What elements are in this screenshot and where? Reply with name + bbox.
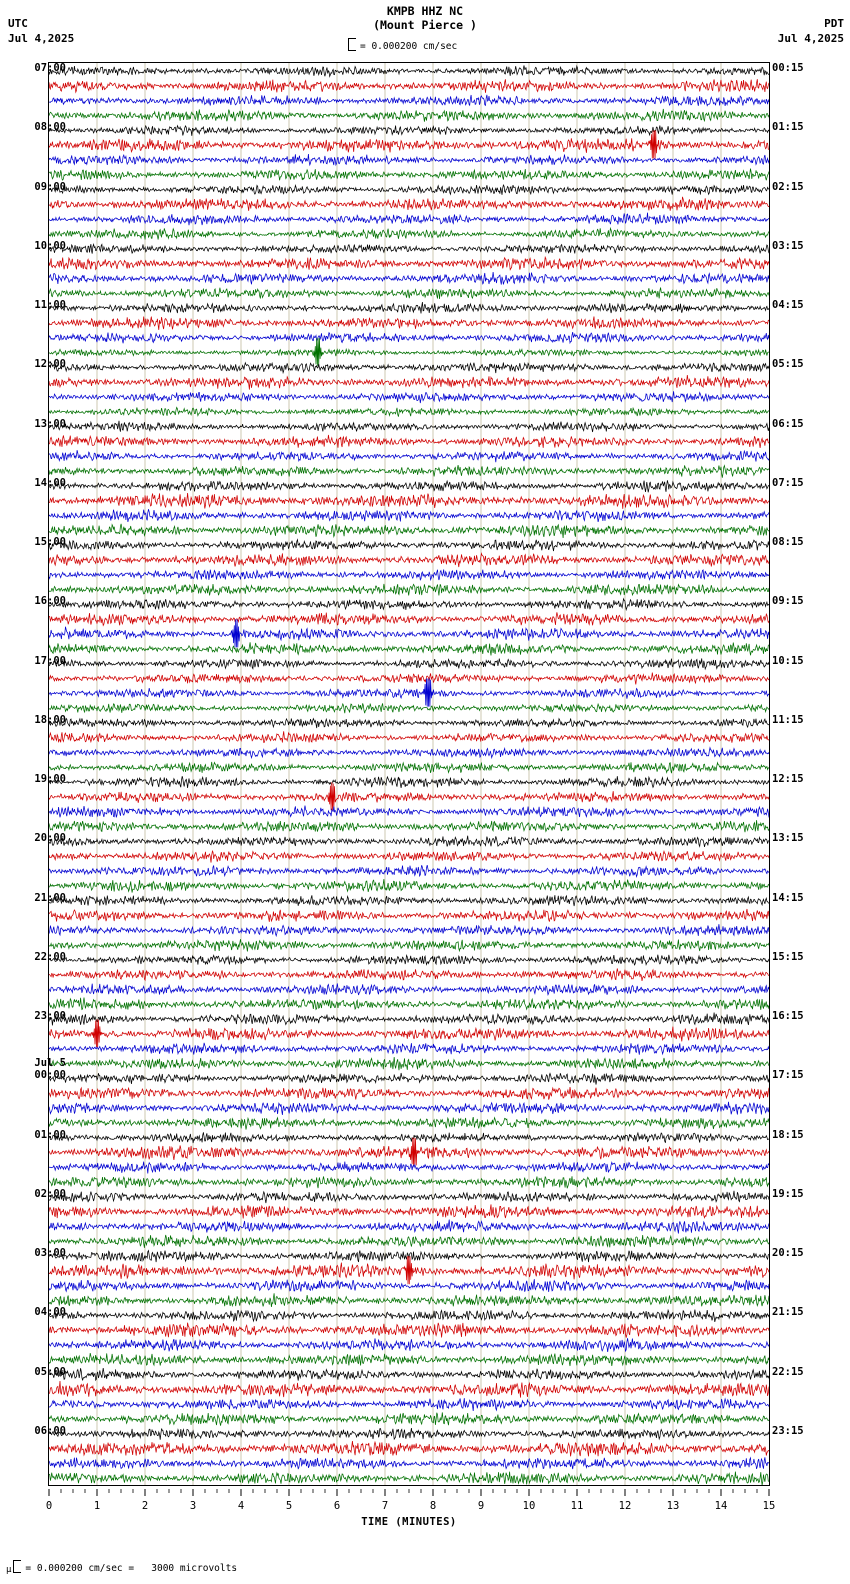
trace-line xyxy=(49,465,769,478)
hour-label-utc: 03:00 xyxy=(34,1247,66,1259)
x-axis-ticks xyxy=(48,1489,770,1501)
trace-line xyxy=(49,1235,769,1248)
trace-line xyxy=(49,776,769,788)
trace-line xyxy=(49,338,769,366)
trace-line xyxy=(49,1381,769,1398)
trace-line xyxy=(49,782,769,810)
trace-line xyxy=(49,619,769,647)
seismogram-plot[interactable] xyxy=(48,62,770,1486)
hour-label-utc: 05:00 xyxy=(34,1365,66,1378)
trace-line xyxy=(49,509,769,522)
trace-line xyxy=(49,197,769,211)
hour-label-utc: 14:00 xyxy=(34,476,66,489)
seismogram-canvas xyxy=(49,63,769,1485)
trace-line xyxy=(49,169,769,181)
hour-label-pdt: 22:15 xyxy=(772,1365,804,1378)
trace-line xyxy=(49,1019,769,1047)
trace-line xyxy=(49,302,769,314)
right-date-label: Jul 4,2025 xyxy=(777,32,844,45)
x-tick-label: 10 xyxy=(522,1500,536,1512)
trace-line xyxy=(49,109,769,122)
trace-line xyxy=(49,1043,769,1055)
trace-line xyxy=(49,748,769,758)
trace-group xyxy=(49,66,769,1486)
x-axis xyxy=(45,1486,776,1512)
hour-label-pdt: 19:15 xyxy=(772,1187,804,1200)
header-station-block xyxy=(0,4,850,32)
footer-scale-bar-icon xyxy=(13,1560,21,1573)
hour-label-pdt: 12:15 xyxy=(772,773,804,785)
x-tick-label: 14 xyxy=(714,1500,728,1512)
trace-line xyxy=(49,1176,769,1188)
trace-line xyxy=(49,703,769,713)
x-tick-label: 7 xyxy=(381,1500,389,1512)
trace-line xyxy=(49,1204,769,1218)
trace-line xyxy=(49,865,769,877)
trace-line xyxy=(49,1428,769,1440)
trace-line xyxy=(49,679,769,707)
trace-line xyxy=(49,288,769,300)
trace-line xyxy=(49,493,769,509)
trace-line xyxy=(49,1013,769,1026)
trace-line xyxy=(49,185,769,195)
hour-label-utc: 19:00 xyxy=(34,773,66,785)
day-break-label: Jul 5 xyxy=(34,1057,66,1070)
footer-text-b: 3000 microvolts xyxy=(151,1563,238,1574)
x-tick-label: 2 xyxy=(141,1500,149,1512)
amplitude-scale-note xyxy=(348,38,457,53)
trace-line xyxy=(49,375,769,390)
trace-line xyxy=(49,1087,769,1100)
hour-label-pdt: 07:15 xyxy=(772,476,804,489)
trace-line xyxy=(49,480,769,492)
trace-line xyxy=(49,969,769,981)
x-tick-label: 6 xyxy=(333,1500,341,1512)
hour-label-utc: 04:00 xyxy=(34,1306,66,1319)
hour-label-pdt: 15:15 xyxy=(772,950,804,963)
trace-line xyxy=(49,612,769,625)
x-tick-label: 1 xyxy=(93,1500,101,1512)
trace-line xyxy=(49,66,769,77)
trace-line xyxy=(49,1102,769,1115)
trace-line xyxy=(49,1412,769,1425)
trace-line xyxy=(49,806,769,818)
hour-label-pdt: 17:15 xyxy=(772,1069,804,1082)
scale-bar-icon xyxy=(348,38,356,51)
hour-label-utc: 18:00 xyxy=(34,713,66,726)
trace-line xyxy=(49,391,769,403)
trace-line xyxy=(49,1117,769,1130)
hour-label-pdt: 05:15 xyxy=(772,358,804,371)
trace-line xyxy=(49,1310,769,1322)
x-axis-title: TIME (MINUTES) xyxy=(361,1516,457,1528)
trace-line xyxy=(49,718,769,728)
header-right-timezone-block xyxy=(778,16,844,46)
trace-line xyxy=(49,1338,769,1352)
hour-label-utc: 17:00 xyxy=(34,654,66,667)
trace-line xyxy=(49,1457,769,1469)
footer-text-a: = 0.000200 cm/sec = xyxy=(25,1563,135,1574)
hour-label-pdt: 13:15 xyxy=(772,832,804,845)
trace-line xyxy=(49,1132,769,1143)
station-code-label: KMPB HHZ NC xyxy=(386,4,464,18)
hour-label-pdt: 23:15 xyxy=(772,1424,804,1437)
right-timezone-label: PDT xyxy=(824,17,844,30)
trace-line xyxy=(49,540,769,551)
trace-line xyxy=(49,820,769,832)
trace-line xyxy=(49,435,769,448)
trace-line xyxy=(49,1353,769,1366)
trace-line xyxy=(49,1472,769,1485)
trace-line xyxy=(49,450,769,462)
trace-line xyxy=(49,257,769,270)
trace-line xyxy=(49,924,769,936)
trace-line xyxy=(49,95,769,106)
trace-line xyxy=(49,126,769,136)
hour-label-utc: 12:00 xyxy=(34,358,66,371)
trace-line xyxy=(49,939,769,951)
x-tick-label: 5 xyxy=(285,1500,293,1512)
trace-line xyxy=(49,1398,769,1411)
trace-line xyxy=(49,851,769,863)
hour-label-utc: 20:00 xyxy=(34,832,66,845)
scale-note-text: = 0.000200 cm/sec xyxy=(360,41,458,52)
hour-label-utc: 10:00 xyxy=(34,239,66,252)
trace-line xyxy=(49,599,769,610)
hour-label-utc: 16:00 xyxy=(34,595,66,608)
hour-label-utc: 09:00 xyxy=(34,180,66,193)
left-timezone-label: UTC xyxy=(8,17,28,30)
trace-line xyxy=(49,836,769,847)
trace-line xyxy=(49,731,769,742)
trace-line xyxy=(49,909,769,922)
hour-label-utc: 02:00 xyxy=(34,1187,66,1200)
trace-line xyxy=(49,1293,769,1307)
trace-line xyxy=(49,213,769,226)
x-tick-label: 9 xyxy=(477,1500,485,1512)
hour-label-pdt: 01:15 xyxy=(772,121,804,134)
trace-line xyxy=(49,658,769,669)
hour-label-utc: 08:00 xyxy=(34,121,66,134)
hour-label-pdt: 11:15 xyxy=(772,713,804,726)
hour-label-pdt: 14:15 xyxy=(772,891,804,904)
station-name-label: (Mount Pierce ) xyxy=(373,18,477,32)
hour-label-utc: 11:00 xyxy=(34,299,66,311)
hour-label-pdt: 20:15 xyxy=(772,1247,804,1259)
trace-line xyxy=(49,244,769,254)
x-tick-label: 0 xyxy=(45,1500,53,1512)
trace-line xyxy=(49,955,769,965)
micro-prefix-label: μ xyxy=(6,1565,12,1575)
hour-label-pdt: 08:15 xyxy=(772,536,804,548)
trace-line xyxy=(49,1162,769,1174)
trace-line xyxy=(49,363,769,374)
x-tick-label: 15 xyxy=(762,1500,776,1512)
trace-line xyxy=(49,998,769,1010)
hour-label-pdt: 04:15 xyxy=(772,299,804,311)
hour-label-utc: 13:00 xyxy=(34,417,66,430)
trace-line xyxy=(49,1191,769,1203)
trace-line xyxy=(49,1441,769,1456)
trace-line xyxy=(49,79,769,93)
x-tick-label: 3 xyxy=(189,1500,197,1512)
trace-line xyxy=(49,1220,769,1234)
hour-label-pdt: 10:15 xyxy=(772,654,804,667)
trace-line xyxy=(49,895,769,906)
hour-label-utc: 07:00 xyxy=(34,62,66,74)
hour-label-pdt: 18:15 xyxy=(772,1128,804,1141)
hour-label-pdt: 03:15 xyxy=(772,239,804,252)
trace-line xyxy=(49,762,769,773)
trace-line xyxy=(49,154,769,165)
trace-line xyxy=(49,584,769,596)
trace-line xyxy=(49,1256,769,1284)
hour-label-utc: 21:00 xyxy=(34,891,66,904)
hour-label-utc: 00:00 xyxy=(34,1069,66,1082)
hour-label-pdt: 02:15 xyxy=(772,180,804,193)
trace-line xyxy=(49,332,769,343)
left-date-label: Jul 4,2025 xyxy=(8,32,75,45)
trace-line xyxy=(49,524,769,538)
x-tick-label: 11 xyxy=(570,1500,584,1512)
hour-label-utc: 06:00 xyxy=(34,1424,66,1437)
trace-line xyxy=(49,1368,769,1381)
trace-line xyxy=(49,673,769,685)
trace-line xyxy=(49,228,769,239)
trace-line xyxy=(49,642,769,655)
trace-line xyxy=(49,130,769,158)
hour-label-pdt: 06:15 xyxy=(772,417,804,430)
hour-label-pdt: 21:15 xyxy=(772,1306,804,1319)
trace-line xyxy=(49,407,769,416)
trace-line xyxy=(49,553,769,567)
x-tick-label: 4 xyxy=(237,1500,245,1512)
hour-label-utc: 22:00 xyxy=(34,950,66,963)
trace-line xyxy=(49,570,769,581)
hour-label-pdt: 16:15 xyxy=(772,1010,804,1022)
x-tick-label: 12 xyxy=(618,1500,632,1512)
trace-line xyxy=(49,879,769,893)
trace-line xyxy=(49,421,769,432)
hour-label-pdt: 09:15 xyxy=(772,595,804,608)
trace-line xyxy=(49,272,769,285)
hour-label-utc: 15:00 xyxy=(34,536,66,548)
trace-line xyxy=(49,1323,769,1338)
trace-line xyxy=(49,1057,769,1070)
trace-line xyxy=(49,1073,769,1085)
hour-label-pdt: 00:15 xyxy=(772,62,804,74)
hour-label-utc: 01:00 xyxy=(34,1128,66,1141)
trace-line xyxy=(49,983,769,995)
x-tick-label: 8 xyxy=(429,1500,437,1512)
hour-label-utc: 23:00 xyxy=(34,1010,66,1022)
trace-line xyxy=(49,1138,769,1166)
x-tick-label: 13 xyxy=(666,1500,680,1512)
trace-line xyxy=(49,317,769,330)
footer-scale-note xyxy=(6,1560,237,1576)
